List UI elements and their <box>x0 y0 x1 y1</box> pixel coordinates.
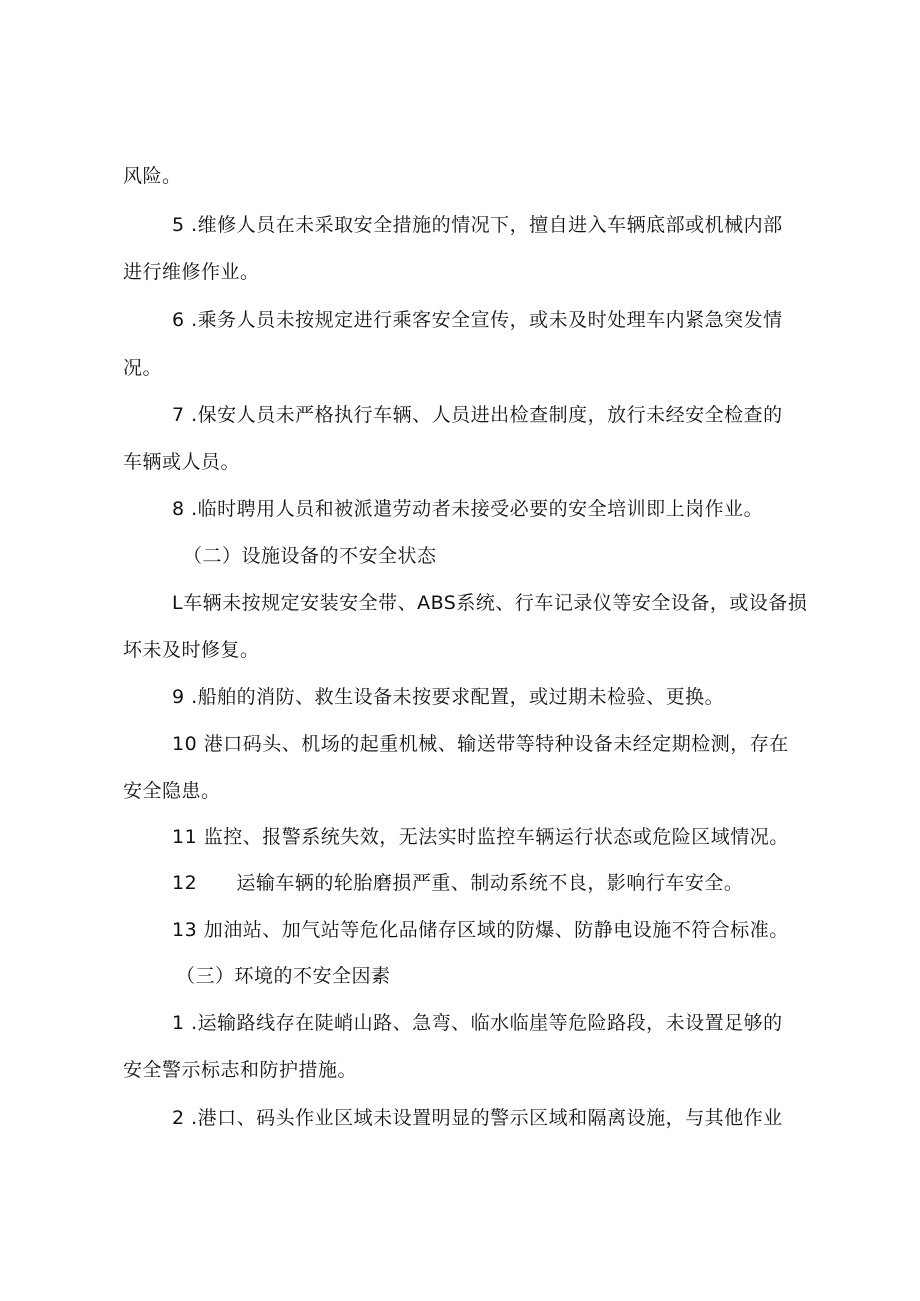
section-heading: （三）环境的不安全因素 <box>176 965 391 987</box>
text-line: 安全警示标志和防护措施。 <box>123 1059 358 1081</box>
text-line: 1 .运输路线存在陡峭山路、急弯、临水临崖等危险路段，未设置足够的 <box>172 1012 783 1034</box>
text-line: 11 监控、报警系统失效，无法实时监控车辆运行状态或危险区域情况。 <box>172 826 789 848</box>
text-line: 8 .临时聘用人员和被派遣劳动者未接受必要的安全培训即上岗作业。 <box>172 498 764 520</box>
text-line: 况。 <box>123 357 163 379</box>
text-line: 2 .港口、码头作业区域未设置明显的警示区域和隔离设施，与其他作业 <box>172 1107 783 1129</box>
text-line: 5 .维修人员在未采取安全措施的情况下，擅自进入车辆底部或机械内部 <box>172 214 783 236</box>
section-heading: （二）设施设备的不安全状态 <box>183 545 437 567</box>
text-line: 车辆或人员。 <box>123 451 241 473</box>
text-line: 13 加油站、加气站等危化品储存区域的防爆、防静电设施不符合标准。 <box>172 919 789 941</box>
text-line: 6 .乘务人员未按规定进行乘客安全宣传，或未及时处理车内紧急突发情 <box>172 309 783 331</box>
text-line: 9 .船舶的消防、救生设备未按要求配置，或过期未检验、更换。 <box>172 686 725 708</box>
text-line: 风险。 <box>123 165 182 187</box>
text-line: L车辆未按规定安装安全带、ABS系统、行车记录仪等安全设备，或设备损 <box>172 592 808 614</box>
text-line: 10 港口码头、机场的起重机械、输送带等特种设备未经定期检测，存在 <box>172 733 789 755</box>
text-line: 坏未及时修复。 <box>123 639 260 661</box>
text-line: 进行维修作业。 <box>123 261 260 283</box>
text-line: 安全隐患。 <box>123 780 221 802</box>
text-line: 12 运输车辆的轮胎磨损严重、制动系统不良，影响行车安全。 <box>172 872 744 894</box>
text-line: 7 .保安人员未严格执行车辆、人员进出检查制度，放行未经安全检查的 <box>172 404 783 426</box>
